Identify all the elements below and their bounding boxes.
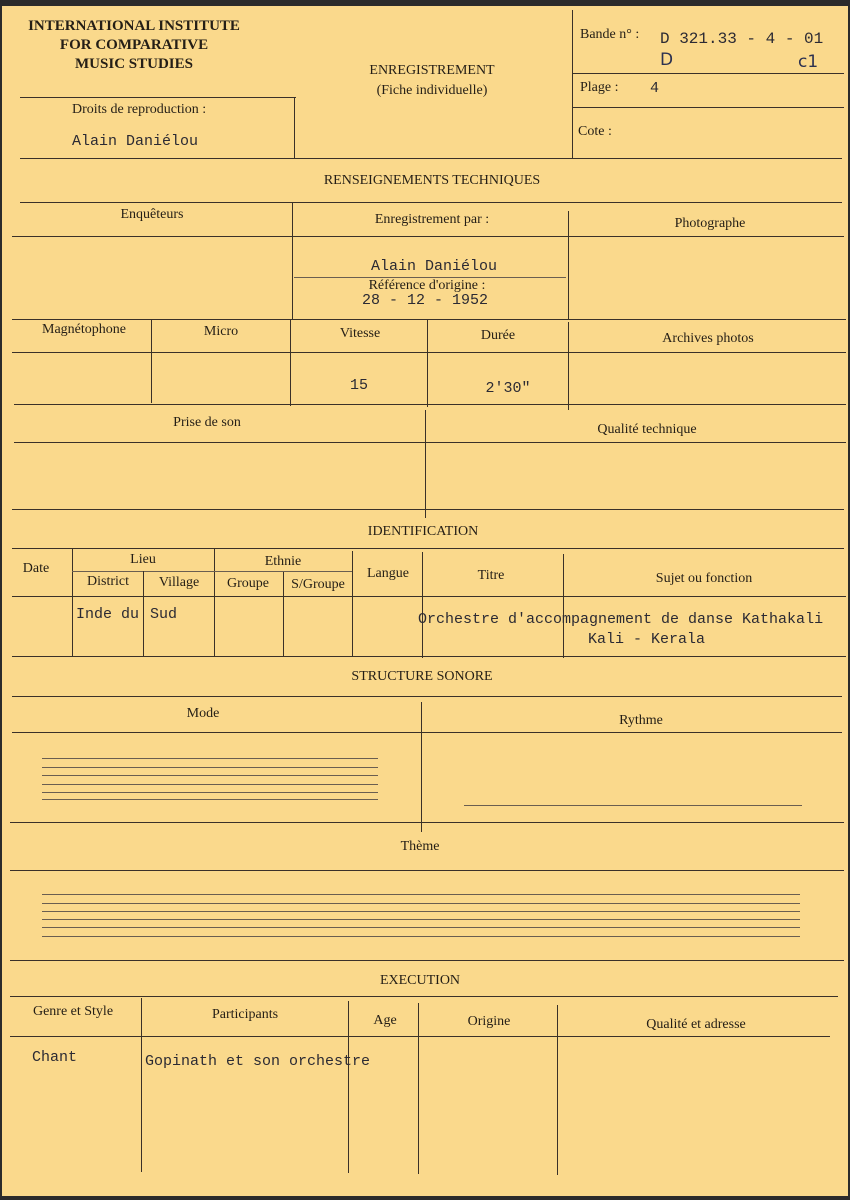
ruled-line <box>292 202 293 320</box>
vitesse-value: 15 <box>349 377 369 394</box>
vitesse-label: Vitesse <box>339 326 381 341</box>
ethnie-label: Ethnie <box>264 554 302 569</box>
ruled-line <box>290 319 291 406</box>
genre-value: Chant <box>32 1049 78 1066</box>
ruled-line <box>10 960 844 961</box>
duree-label: Durée <box>480 328 516 343</box>
participants-value: Gopinath et son orchestre <box>145 1053 371 1070</box>
langue-label: Langue <box>367 566 409 581</box>
archives-label: Archives photos <box>662 331 754 346</box>
qualite-adresse-label: Qualité et adresse <box>646 1017 746 1032</box>
ruled-line <box>294 97 295 158</box>
ruled-line <box>20 158 842 159</box>
ruled-line <box>12 596 846 597</box>
ruled-line <box>141 998 142 1172</box>
titre-value: Orchestre d'accompagnement de danse Kathakali <box>418 611 824 628</box>
ruled-line <box>42 894 800 895</box>
bande-handwritten-c1: c1 <box>798 52 819 72</box>
ruled-line <box>42 903 800 904</box>
ruled-line <box>42 936 800 937</box>
ruled-line <box>42 767 378 768</box>
ruled-line <box>563 554 564 658</box>
enqueteurs-label: Enquêteurs <box>120 207 184 222</box>
ruled-line <box>20 202 842 203</box>
ruled-line <box>12 352 846 353</box>
ruled-line <box>12 696 842 697</box>
tech-heading: RENSEIGNEMENTS TECHNIQUES <box>323 173 541 188</box>
ruled-line <box>421 702 422 832</box>
magnetophone-label: Magnétophone <box>42 322 126 337</box>
ruled-line <box>12 319 846 320</box>
ruled-line <box>42 919 800 920</box>
sgroupe-label: S/Groupe <box>291 577 345 592</box>
genre-label: Genre et Style <box>32 1004 114 1019</box>
ruled-line <box>12 656 846 657</box>
ruled-line <box>143 571 144 656</box>
ruled-line <box>568 322 569 410</box>
ruled-line <box>42 799 378 800</box>
ruled-line <box>42 775 378 776</box>
ruled-line <box>352 551 353 657</box>
card-title: ENREGISTREMENT <box>369 63 495 78</box>
age-label: Age <box>373 1013 397 1028</box>
ruled-line <box>12 732 842 733</box>
ruled-line <box>572 10 573 158</box>
sujet-label: Sujet ou fonction <box>655 571 753 586</box>
ruled-line <box>151 319 152 403</box>
date-label: Date <box>22 561 50 576</box>
enregistrement-value: Alain Daniélou <box>370 258 498 275</box>
execution-heading: EXECUTION <box>379 973 461 988</box>
ruled-line <box>12 509 844 510</box>
qualite-technique-label: Qualité technique <box>597 422 697 437</box>
lieu-label: Lieu <box>130 552 156 567</box>
reference-value: 28 - 12 - 1952 <box>361 292 489 309</box>
micro-label: Micro <box>203 324 239 339</box>
cote-label: Cote : <box>578 124 612 139</box>
titre-label: Titre <box>477 568 505 583</box>
structure-heading: STRUCTURE SONORE <box>351 669 493 684</box>
ruled-line <box>10 822 844 823</box>
theme-label: Thème <box>400 839 440 854</box>
ruled-line <box>72 571 352 572</box>
institute-line-2: FOR COMPARATIVE <box>59 37 209 53</box>
ruled-line <box>572 73 844 74</box>
participants-label: Participants <box>211 1007 279 1022</box>
droits-label: Droits de reproduction : <box>72 102 207 117</box>
district-value: Inde du <box>76 606 140 623</box>
ruled-line <box>42 927 800 928</box>
bande-label: Bande n° : <box>580 27 640 42</box>
archive-record-card <box>2 6 848 1196</box>
photographe-label: Photographe <box>674 216 746 231</box>
ruled-line <box>42 784 378 785</box>
ruled-line <box>10 996 838 997</box>
titre-value-continued: Kali - Kerala <box>588 631 706 648</box>
ruled-line <box>10 1036 830 1037</box>
ruled-line <box>422 552 423 658</box>
ruled-line <box>12 236 844 237</box>
duree-value: 2'30" <box>485 380 531 397</box>
ruled-line <box>42 792 378 793</box>
ruled-line <box>10 870 844 871</box>
identification-heading: IDENTIFICATION <box>367 524 479 539</box>
mode-label: Mode <box>186 706 220 721</box>
ruled-line <box>557 1005 558 1175</box>
prise-de-son-label: Prise de son <box>173 415 241 430</box>
ruled-line <box>427 319 428 407</box>
ruled-line <box>20 97 296 98</box>
ruled-line <box>568 211 569 320</box>
ruled-line <box>14 404 846 405</box>
institute-line-3: MUSIC STUDIES <box>75 56 193 72</box>
bande-value: D 321.33 - 4 - 01 <box>660 30 824 48</box>
droits-value: Alain Daniélou <box>72 133 199 150</box>
origine-label: Origine <box>467 1014 511 1029</box>
ruled-line <box>418 1003 419 1174</box>
card-subtitle: (Fiche individuelle) <box>376 83 488 98</box>
ruled-line <box>214 548 215 656</box>
ruled-line <box>42 911 800 912</box>
plage-value: 4 <box>650 80 660 97</box>
village-label: Village <box>158 575 200 590</box>
ruled-line <box>12 548 844 549</box>
bande-handwritten-d: D <box>660 50 674 70</box>
enregistrement-label: Enregistrement par : <box>374 212 490 227</box>
institute-line-1: INTERNATIONAL INSTITUTE <box>28 18 240 34</box>
village-value: Sud <box>150 606 178 623</box>
ruled-line <box>348 1001 349 1173</box>
groupe-label: Groupe <box>227 576 269 591</box>
district-label: District <box>87 574 129 589</box>
ruled-line <box>42 758 378 759</box>
ruled-line <box>464 805 802 806</box>
ruled-line <box>72 548 73 656</box>
ruled-line <box>425 410 426 518</box>
plage-label: Plage : <box>580 80 619 95</box>
ruled-line <box>14 442 846 443</box>
ruled-line <box>572 107 844 108</box>
rythme-label: Rythme <box>619 713 663 728</box>
reference-label: Référence d'origine : <box>368 278 486 293</box>
ruled-line <box>283 572 284 657</box>
